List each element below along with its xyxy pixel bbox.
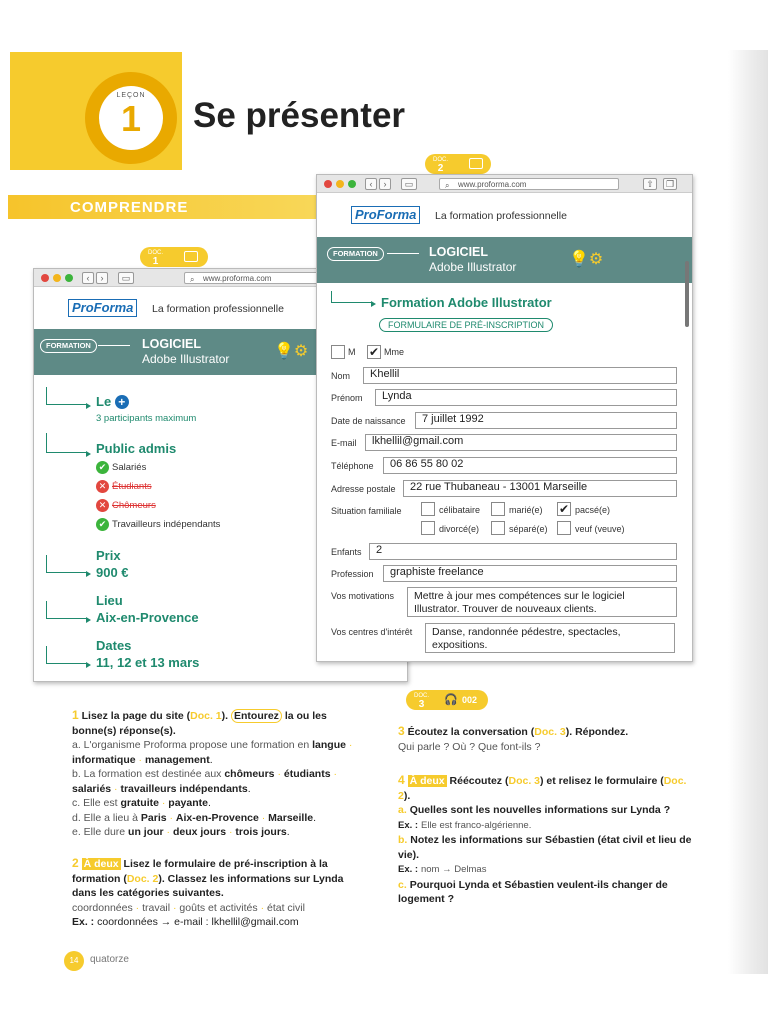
motivations-line-2: Illustrator. Trouver de nouveaux clients. — [414, 603, 597, 615]
headphones-icon: 🎧 — [444, 694, 458, 706]
lightbulb-icon: 💡⚙ — [569, 251, 604, 268]
telephone-field[interactable]: 06 86 55 80 02 — [383, 457, 677, 474]
close-dot-icon — [324, 180, 332, 188]
doc2-banner-arrow — [387, 253, 419, 254]
arrow-prix-icon — [46, 555, 86, 573]
label-marie: marié(e) — [509, 505, 543, 515]
a-deux-badge: À deux — [409, 775, 445, 787]
proforma-logo[interactable]: ProForma — [68, 299, 137, 317]
label-prenom: Prénom — [331, 393, 363, 403]
doc1-tagline: La formation professionnelle — [152, 303, 284, 315]
label-date: Date de naissance — [331, 416, 406, 426]
arrow-public-icon — [46, 433, 86, 453]
label-interets: Vos centres d'intérêt — [331, 627, 413, 637]
forward-arrow-icon[interactable]: › — [96, 272, 108, 284]
lesson-badge — [85, 72, 177, 164]
doc2-formation-pill: FORMATION — [327, 247, 384, 261]
arrow-le-icon — [46, 387, 86, 405]
doc1-tag — [140, 247, 208, 267]
doc2-product: Adobe Illustrator — [429, 260, 517, 274]
motivations-line-1: Mettre à jour mes compétences sur le logiciel — [414, 590, 625, 602]
page-title: Se présenter — [193, 96, 406, 135]
label-nom: Nom — [331, 371, 351, 381]
label-adresse: Adresse postale — [331, 484, 396, 494]
public-item-travailleurs: ✔ Travailleurs indépendants — [96, 518, 220, 531]
doc2-browser-chrome — [317, 175, 692, 193]
x-circle-icon: ✕ — [96, 499, 109, 512]
minimize-dot-icon — [336, 180, 344, 188]
label-profession: Profession — [331, 569, 374, 579]
check-circle-icon: ✔ — [96, 461, 109, 474]
label-veuf: veuf (veuve) — [575, 524, 625, 534]
doc3-tag-number: 3 — [418, 699, 425, 710]
minimize-dot-icon — [53, 274, 61, 282]
share-icon[interactable]: ⇧ — [643, 178, 657, 190]
exercise-4: 4 À deux Réécoutez (Doc. 3) et relisez le formulaire (Doc. 2). a. Quelles sont les nouvelles informations sur Lynda ? Ex. : Elle est franco-algérienne. b. Notez les informations sur Sébastien (état civil et lieu de vie). Ex. : nom → Delmas c. Pourquoi Lynda et Sébastien veulent-ils changer de logement ? — [398, 773, 692, 905]
exercise-2: 2 À deux Lisez le formulaire de pré-inscription à la formation (Doc. 2). Classez les informations sur Lynda dans les catégories suivantes. coordonnées · travail · goûts et activités · état civil Ex. : coordonnées → e-mail : lkhellil@gmail.com — [72, 856, 344, 928]
label-enfants: Enfants — [331, 547, 362, 557]
doc1-lieu-label: Lieu — [96, 593, 123, 608]
proforma-logo[interactable]: ProForma — [351, 206, 420, 224]
entourez-word: Entourez — [231, 709, 282, 723]
checkbox-pacse[interactable]: ✔ — [558, 502, 570, 516]
checkbox-celibataire[interactable] — [421, 502, 435, 516]
maximize-dot-icon — [65, 274, 73, 282]
label-divorce: divorcé(e) — [439, 524, 480, 534]
checkbox-mme[interactable]: ✔ — [368, 345, 380, 359]
doc1-prix-label: Prix — [96, 548, 121, 563]
prenom-field[interactable]: Lynda — [375, 389, 677, 406]
book-icon — [184, 251, 198, 262]
doc1-logiciel: LOGICIEL — [142, 337, 202, 351]
forward-arrow-icon[interactable]: › — [379, 178, 391, 190]
doc1-dates-label: Dates — [96, 638, 132, 653]
enfants-field[interactable]: 2 — [369, 543, 677, 560]
checkbox-veuf[interactable] — [557, 521, 571, 535]
exercise-3: 3 Écoutez la conversation (Doc. 3). Répondez. Qui parle ? Où ? Que font-ils ? — [398, 724, 629, 753]
check-circle-icon: ✔ — [96, 518, 109, 531]
date-field[interactable]: 7 juillet 1992 — [415, 412, 677, 429]
public-item-salaries: ✔ Salariés — [96, 461, 146, 474]
doc1-lieu: Aix-en-Provence — [96, 610, 199, 625]
plus-circle-icon: + — [115, 395, 129, 409]
motivations-field[interactable] — [407, 587, 677, 617]
ex1-number: 1 — [72, 708, 79, 722]
nom-field[interactable]: Khellil — [363, 367, 677, 384]
label-email: E-mail — [331, 438, 357, 448]
section-title: COMPRENDRE — [70, 199, 189, 216]
checkbox-marie[interactable] — [491, 502, 505, 516]
checkbox-divorce[interactable] — [421, 521, 435, 535]
close-dot-icon — [41, 274, 49, 282]
doc2-tagline: La formation professionnelle — [435, 210, 567, 222]
doc2-tag-label: DOC. — [433, 157, 448, 163]
tabs-icon[interactable]: ❐ — [663, 178, 677, 190]
doc2-logiciel: LOGICIEL — [429, 245, 489, 259]
profession-field[interactable]: graphiste freelance — [383, 565, 677, 582]
doc2-url-bar[interactable] — [439, 178, 619, 190]
arrow-heading-icon — [331, 291, 371, 303]
doc2-heading: Formation Adobe Illustrator — [381, 295, 552, 310]
page-number-word: quatorze — [90, 954, 129, 965]
public-item-chomeurs: ✕ Chômeurs — [96, 499, 156, 512]
interets-line-2: expositions. — [432, 639, 488, 651]
doc1-tag-label: DOC. — [148, 250, 163, 256]
doc1-dates: 11, 12 et 13 mars — [96, 655, 200, 670]
doc1-url-text: www.proforma.com — [203, 274, 272, 283]
doc1-software-title — [142, 337, 229, 367]
x-circle-icon: ✕ — [96, 480, 109, 493]
interets-line-1: Danse, randonnée pédestre, spectacles, — [432, 626, 621, 638]
label-telephone: Téléphone — [331, 461, 374, 471]
label-pacse: pacsé(e) — [575, 505, 611, 515]
ex3-number: 3 — [398, 724, 405, 738]
doc2-formation-banner — [317, 237, 692, 283]
doc1-banner-arrow — [98, 345, 130, 346]
label-separe: séparé(e) — [509, 524, 548, 534]
page-edge-shadow — [728, 50, 768, 974]
interets-field[interactable] — [425, 623, 675, 653]
audio-track: 002 — [462, 695, 478, 705]
label-celibataire: célibataire — [439, 505, 481, 515]
checkbox-m[interactable] — [331, 345, 345, 359]
adresse-field[interactable]: 22 rue Thubaneau - 13001 Marseille — [403, 480, 677, 497]
doc1-le: Le + — [96, 394, 129, 409]
label-situation: Situation familiale — [331, 506, 402, 516]
doc3-tag-label: DOC. — [414, 693, 429, 699]
maximize-dot-icon — [348, 180, 356, 188]
sidebar-icon[interactable]: ▭ — [401, 178, 417, 190]
doc1-participants: 3 participants maximum — [96, 413, 197, 424]
back-arrow-icon[interactable]: ‹ — [365, 178, 377, 190]
arrow-lieu-icon — [46, 601, 86, 619]
lesson-label: LEÇON — [116, 92, 146, 99]
doc1-product: Adobe Illustrator — [142, 352, 230, 366]
ex2-number: 2 — [72, 856, 79, 870]
label-m: M — [348, 347, 356, 357]
exercise-1: 1 Lisez la page du site (Doc. 1). Entourez la ou les bonne(s) réponse(s). a. L'organisme Proforma propose une formation en langue · informatique · management. b. La formation est destinée aux chômeurs · étudiants · salariés · travailleurs indépendants. c. Elle est gratuite · payante. d. Elle a lieu à Paris · Aix-en-Provence · Marseille. e. Elle dure un jour · deux jours · trois jours. — [72, 708, 353, 838]
doc2-scrollbar[interactable] — [685, 261, 689, 327]
doc1-public-label: Public admis — [96, 441, 177, 456]
doc2-browser-window — [316, 174, 693, 662]
form-title-pill: FORMULAIRE DE PRÉ-INSCRIPTION — [379, 318, 553, 332]
back-arrow-icon[interactable]: ‹ — [82, 272, 94, 284]
doc3-tag — [406, 690, 488, 710]
lesson-badge-inner — [99, 86, 163, 150]
search-icon: ⌕ — [190, 275, 195, 284]
checkbox-separe[interactable] — [491, 521, 505, 535]
ex4-number: 4 — [398, 773, 405, 787]
label-motivations: Vos motivations — [331, 591, 395, 601]
arrow-dates-icon — [46, 646, 86, 664]
search-icon: ⌕ — [445, 181, 450, 190]
doc2-software-title — [429, 245, 516, 275]
lightbulb-icon: 💡⚙ — [274, 343, 309, 360]
book-icon — [469, 158, 483, 169]
sidebar-icon[interactable]: ▭ — [118, 272, 134, 284]
doc2-tag-number: 2 — [437, 163, 444, 174]
doc2-tag — [425, 154, 491, 174]
doc1-formation-pill: FORMATION — [40, 339, 97, 353]
page-number: 14 — [64, 951, 84, 971]
doc2-url-text: www.proforma.com — [458, 180, 527, 189]
public-item-etudiants: ✕ Étudiants — [96, 480, 152, 493]
doc1-prix: 900 € — [96, 565, 129, 580]
doc1-tag-number: 1 — [152, 256, 159, 267]
email-field[interactable]: lkhellil@gmail.com — [365, 434, 677, 451]
a-deux-badge: À deux — [83, 858, 119, 870]
label-mme: Mme — [384, 347, 404, 357]
lesson-number: 1 — [120, 98, 142, 139]
